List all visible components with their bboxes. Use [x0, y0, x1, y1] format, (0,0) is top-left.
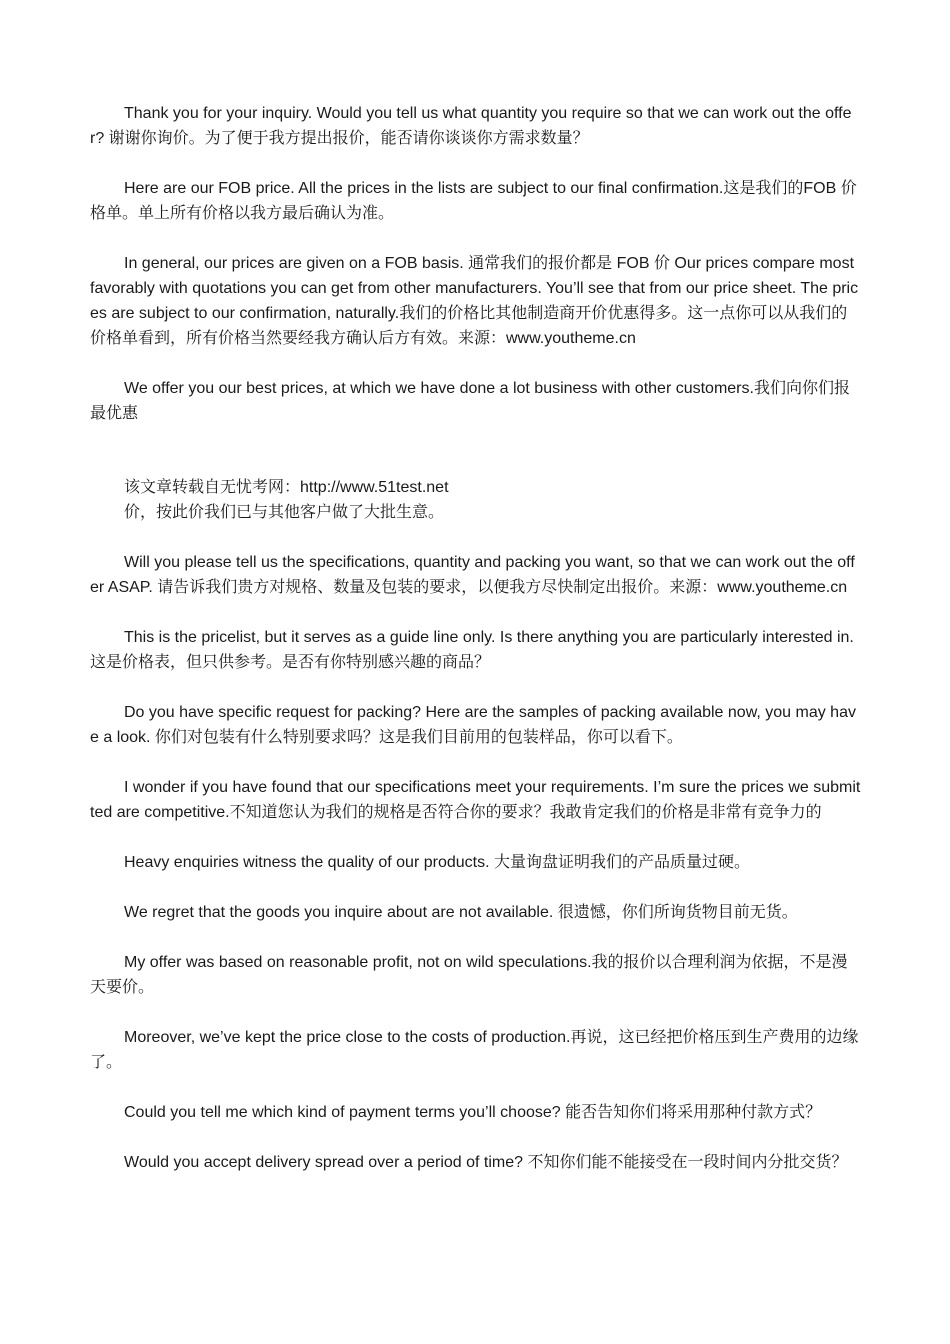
paragraph-competitive: I wonder if you have found that our specifications meet your requirements. I’m sure the prices we submitted are competitive.不知道您认为我们的规格是否符合你的要求？我敢肯定我们的价格是非常有竞争力的	[90, 779, 861, 821]
paragraph-reasonable-profit: My offer was based on reasonable profit, not on wild speculations.我的报价以合理利润为依据，不是漫天要价。	[90, 954, 848, 996]
paragraph-production-costs: Moreover, we’ve kept the price close to the costs of production.再说，这已经把价格压到生产费用的边缘了。	[90, 1029, 859, 1071]
paragraph-fob-price: Here are our FOB price. All the prices in the lists are subject to our final confirmation.这是我们的FOB 价格单。单上所有价格以我方最后确认为准。	[90, 180, 857, 222]
paragraph-not-available: We regret that the goods you inquire about are not available. 很遗憾，你们所询货物目前无货。	[124, 904, 798, 921]
paragraph-packing: Do you have specific request for packing? Here are the samples of packing available now, you may have a look. 你们对包装有什么特别要求吗？这是我们目前用的包装样品，你可以看下。	[90, 704, 856, 746]
paragraph-best-prices: We offer you our best prices, at which we have done a lot business with other customers.我们向你们报最优惠	[90, 380, 850, 422]
paragraph-inquiry: Thank you for your inquiry. Would you tell us what quantity you require so that we can work out the offer? 谢谢你询价。为了便于我方提出报价，能否请你谈谈你方需求数量？	[90, 105, 852, 147]
paragraph-delivery: Would you accept delivery spread over a period of time? 不知你们能不能接受在一段时间内分批交货？	[124, 1154, 848, 1171]
paragraph-fob-basis: In general, our prices are given on a FOB basis. 通常我们的报价都是 FOB 价 Our prices compare most favorably with quotations you can get from other manufacturers. You’ll see that from our price sheet. The prices are subject to our confirmation, naturally.我们的价格比其他制造商开价优惠得多。这一点你可以从我们的价格单看到，所有价格当然要经我方确认后方有效。来源：www.youtheme.cn	[90, 255, 859, 347]
paragraph-payment-terms: Could you tell me which kind of payment terms you’ll choose? 能否告知你们将采用那种付款方式？	[124, 1104, 822, 1121]
spacer	[90, 426, 862, 475]
paragraph-pricelist: This is the pricelist, but it serves as a guide line only. Is there anything you are particularly interested in. 这是价格表，但只供参考。是否有你特别感兴趣的商品？	[90, 629, 854, 671]
paragraph-specifications: Will you please tell us the specifications, quantity and packing you want, so that we can work out the offer ASAP. 请告诉我们贵方对规格、数量及包装的要求，以便我方尽快制定出报价。来源：www.youtheme.cn	[90, 554, 855, 596]
source-line: 该文章转载自无忧考网：http://www.51test.net	[124, 479, 449, 496]
paragraph-enquiries: Heavy enquiries witness the quality of our products. 大量询盘证明我们的产品质量过硬。	[124, 854, 750, 871]
document-page	[90, 101, 862, 1200]
paragraph-continuation: 价，按此价我们已与其他客户做了大批生意。	[124, 504, 445, 521]
